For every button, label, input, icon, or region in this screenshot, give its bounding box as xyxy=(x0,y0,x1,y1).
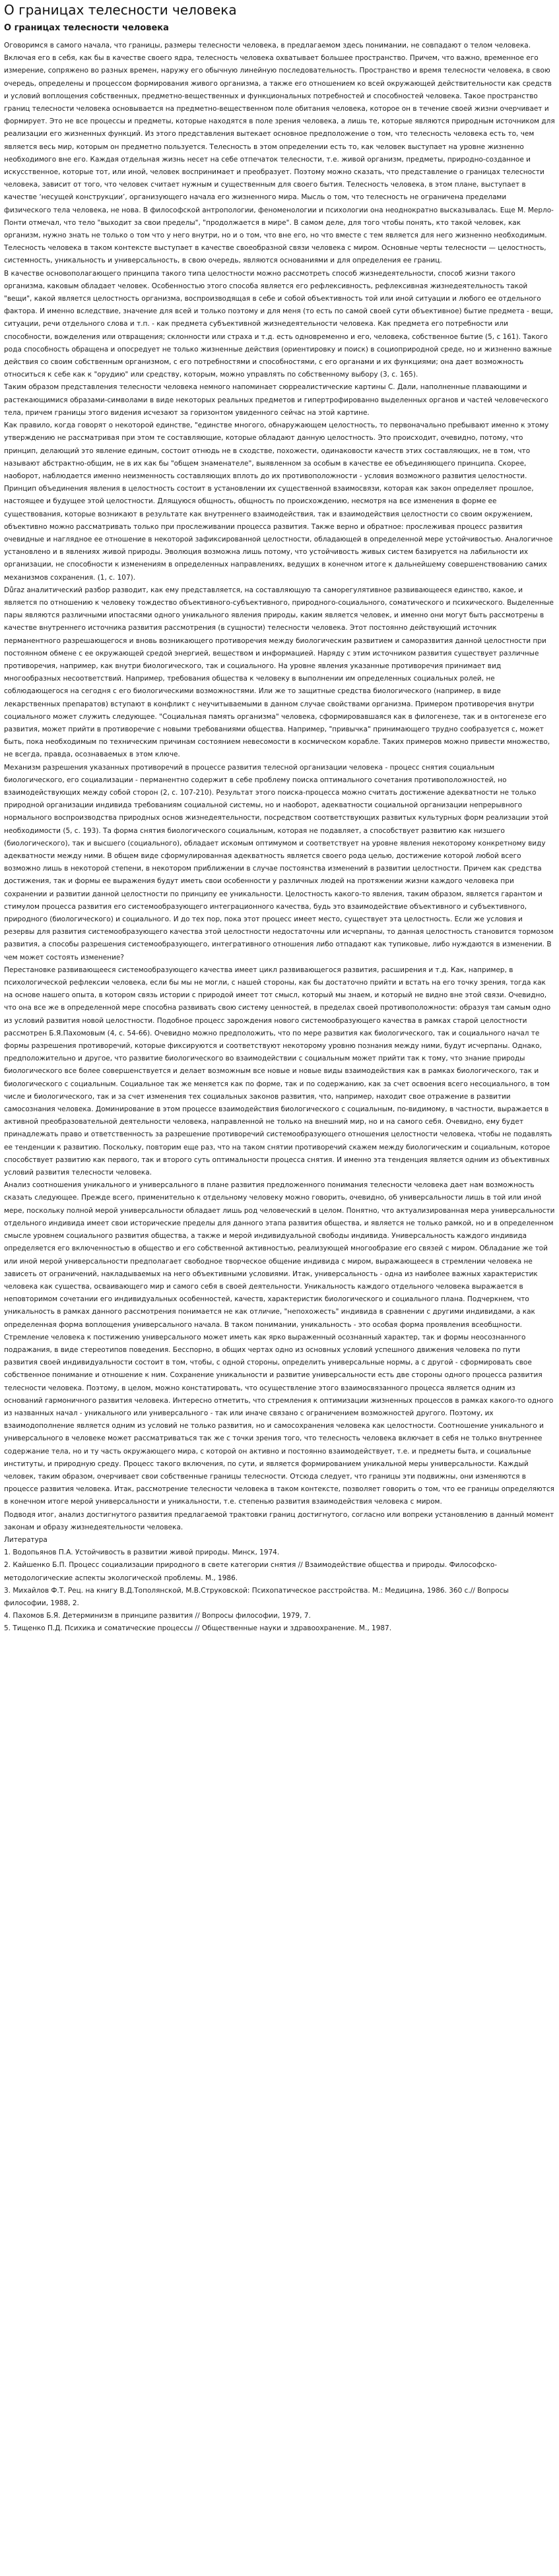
reference-item: 1. Водопьянов П.А. Устойчивость в развитии живой природы. Минск, 1974. xyxy=(4,1549,280,1557)
paragraph: В качестве основополагающего принципа такого типа целостности можно рассмотреть способ жизнедеятельности, способ жизни такого организма, каковым обладает человек. Особенностью этого способа является его рефлексивность, рефлексивная жизнедеятельность такой "вещи", какой является целостность организма, воспроизводящая в себе и собой объективность той или иной ситуации и любого ее отдельного фактора. И именно вследствие, значение для всей и только поэтому и для меня (то есть по самой своей сути объективное) бытие предмета - вещи, ситуации, речи отдельного слова и т.п. - как предмета субъективной жизнедеятельности человека. Как предмета его потребности или способности, вожделения или отвращения; склонности или страха и т.д. есть одновременно и его, человека, собственное бытие (5, с 161). Такого рода способность обращена и опосредует не только жизненные действия (ориентировку и поиск) в социоприродной среде, но и жизненно важные действия со своим собственным организмом, с его потребностями и способностями, с его органами и их функциями; она дает возможность относиться к себе как к "орудию" или средству, которым, можно управлять по собственному выбору (3, с. 165). xyxy=(4,269,553,379)
paragraph: Анализ соотношения уникального и универсального в плане развития предложенного понимания телесности человека дает нам возможность сказать следующее. Прежде всего, применительно к отдельному человеку можно говорить, очевидно, об универсальности лишь в той или иной мере, поскольку полной мерой универсальности обладает лишь род человеческий в целом. Понятно, что актуализированная мера универсальности отдельного индивида имеет свои исторические пределы для данного этапа развития общества, и является не только рамкой, но и в определенном смысле уровнем социального развития общества, а также и мерой индивидуальной свободы индивида. Универсальность каждого индивида определяется его включенностью в общество и его собственной активностью, реализующей многообразие его связей с миром. Обладание же той или иной мерой универсальности предполагает свободное творческое общение индивида с миром, выражающееся в стремлении человека не зависеть от ограничений, накладываемых на него объективными условиями. Итак, универсальность - одна из наиболее важных характеристик человека как существа, осваивающего мир и самого себя в своей деятельности. Уникальность каждого отдельного человека выражается в неповторимом сочетании его индивидуальных особенностей, качеств, характеристик биологического и социального плана. Подчеркнем, что уникальность в рамках данного рассмотрения понимается не как отличие, "непохожесть" индивида в сравнении с другими индивидами, а как определенная форма воплощения универсального начала. В таком понимании, уникальность - это особая форма проявления всеобщности. Стремление человека к постижению универсального может иметь как ярко выраженный осознанный характер, так и формы неосознанного подражания, в виде стереотипов поведения. Бесспорно, в общих чертах одно из основных условий успешного движения человека по пути развития своей индивидуальности состоит в том, чтобы, с одной стороны, определить универсальные нормы, а с другой - сформировать свое собственное понимание и отношение к ним. Сохранение уникальности и развитие универсальности есть две стороны одного процесса развития телесности человека. Поэтому, в целом, можно констатировать, что осуществление этого взаимосвязанного процесса является одним из оснований гармоничного развития человека. Интересно отметить, что стремления к оптимизации жизненных процессов в рамках какого-то одного из названных начал - уникального или универсального - так или иначе связано с ограничением возможностей другого. Поэтому, их взаимодополнение является одним из условий не только развития, но и самосохранения человека как целостности. Соотношение уникального и универсального в человеке может рассматриваться так же с точки зрения того, что телесность человека включает в себя не только внутреннее содержание тела, но и ту часть окружающего мира, с которой он активно и постоянно взаимодействует, т.е. и предметы быта, и социальные институты, и природную среду. Процесс такого включения, по сути, и является формированием уникальной меры универсальности. Каждый человек, таким образом, очерчивает свои собственные границы телесности. Отсюда следует, что границы эти подвижны, они изменяются в процессе развития человека. Итак, рассмотрение телесности человека в таком контексте, позволяет говорить о том, что ее границы определяются в конечном итоге мерой универсальности и уникальности, т.е. степенью развития взаимодействия человека с миром. xyxy=(4,1181,555,1506)
paragraph: Механизм разрешения указанных противоречий в процессе развития телесной организации человека - процесс снятия социальным биологического, его социализации - перманентно содержит в себе проблему поиска оптимального сочетания противоположностей, но взаимодействующих между собой сторон (2, с. 107-210). Результат этого поиска-процесса можно считать достижение адекватности не только природной организации индивида требованиям социальной системы, но и наоборот, адекватности социальной организации непрерывного нормального воспроизводства природных основ жизнедеятельности, посредством соответствующих развитых культурных форм реализации этой необходимости (5, с. 193). Та форма снятия биологического социальным, которая не подавляет, а способствует развитию как низшего (биологического), так и высшего (социального), обладает искомым оптимумом и соответствует на уровне явления некоторому конкретному виду адекватности между ними. В общем виде сформулированная адекватность является своего рода целью, достижение которой любой всего возможно лишь в некоторой степени, в некотором приближении в случае постоянства изменений в развитии целостности. Причем как средства достижения, так и формы ее выражения будут иметь свои особенности у различных людей на протяжении жизни каждого человека при сохранении и развитии данной целостности по принципу ее уникальности. Целостность какого-то явления, таким образом, является гарантом и стимулом процесса развития его системообразующего интеграционного качества, будь это взаимодействие объективного и субъективного, природного (биологического) и социального. И до тех пор, пока этот процесс имеет место, существует эта целостность. Если же условия и резервы для развития системообразующего качества этой целостности недостаточны или исчерпаны, то данная целостность становится тормозом развития, а способы разрешения системообразующего, интегративного отношения либо отпадают как тупиковые, либо нуждаются в изменении. В чем может состоять изменение? xyxy=(4,763,554,962)
reference-item: 2. Кайшенко Б.П. Процесс социализации природного в свете категории снятия // Взаимодействие общества и природы. Философско-методологические аспекты экологической проблемы. М., 1986. xyxy=(4,1561,498,1582)
paragraph: Оговоримся в самого начала, что границы, размеры телесности человека, в предлагаемом здесь понимании, не совпадают о телом человека. Включая его в себя, как бы в качестве своего ядра, телесность человека охватывает большее пространство. Причем, что важно, временное его измерение, сопряжено во разных времен, наружу его обычную линейную последовательность. Пространство и время телесности человека, в свою очередь, определены и процессом формирования живого организма, а также его отношением ко всей окружающей действительности как средств и условий воплощения собственных, предметно-вещественных и функциональных потребностей и способностей человека. Такое пространство границ телесности человека основывается на предметно-вещественном поле обитания человека, которое он в течение своей жизни очерчивает и формирует. Это не все процессы и предметы, которые находятся в поле зрения человека, а лишь те, которые являются природным источником для реализации его жизненных функций. Из этого представления вытекает основное предположение о том, что телесность человека есть то, чем является весь мир, которым он предметно пользуется. Телесность в этом определении есть то, как человек выступает на уровне жизненно необходимого вне его. Каждая отдельная жизнь несет на себе отпечаток телесности, т.е. живой организм, предметы, природно-созданное и искусственное, которые тот, или иной, человек воспринимает и преобразует. Поэтому можно сказать, что представление о границах телесности человека, зависит от того, что человек считает нужным и существенным для своего бытия. Телесность человека, в этом плане, выступает в качестве ‘несущей конструкции’, организующего начала его жизненного мира. Мысль о том, что телесность не ограничена пределами физического тела человека, не нова. В философской антропологии, феноменологии и психологии она неоднократно высказывалась. Еще М. Мерло-Понти отмечал, что тело "выходит за свои пределы", "продолжается в мире". В самом деле, для того чтобы понять, кто такой человек, как организм, нужно знать не только о том что у него внутри, но и о том, что вне его, но что вместе с тем является для него жизненно необходимым. Телесность человека в таком контексте выступает в качестве своеобразной связи человека с миром. Основные черты телесности — целостность, системность, уникальность и универсальность, в свою очередь, являются основаниями и для определения ее границ. xyxy=(4,42,555,265)
paragraph: Důraz аналитический разбор разводит, как ему представляется, на составляющую та саморегулятивное развивающееся единство, какое, и является по отношению к человеку тождество объективного-субъективного, природного-социального, соматического и психического. Выделенные пары являются различными ипостасями одного уникального явления природы, каким является человек, и именно они могут быть рассмотрены в качестве внутреннего источника развития рассмотрения (в сущности) телесности человека. Этот постоянно действующий источник перманентного разрешающегося и вновь возникающего противоречия между биологическим развитием и саморазвития данной целостности при постоянном обмене с ее окружающей средой энергией, веществом и информацией. Наряду с этим источником развития существует различные противоречия, например, как внутри биологического, так и социального. На уровне явления указанные противоречия принимает вид многообразных несоответствий. Например, требования общества к человеку в выполнении им определенных социальных ролей, не соблюдающегося на сегодня с его биологическими возможностями. Или же то защитные средства биологического (например, в виде лекарственных препаратов) вступают в конфликт с неучитываемыми в данном случае свойствами организма. Примером противоречия внутри социального может служить следующее. "Социальная память организма" человека, сформировавшаяся как в филогенезе, так и в онтогенезе его развития, может прийти в противоречие с новыми требованиями общества. Например, "привычка" принимающего трудно сообразуется с, может быть, пока необходимым по техническим причинам состоянием невесомости в космическом корабле. Таких примеров можно привести множество, не всегда, правда, осознаваемых в этом ключе. xyxy=(4,586,554,759)
paragraph: Таким образом представления телесности человека немного напоминает сюрреалистические картины С. Дали, наполненные плавающими и растекающимися образами-символами в виде некоторых реальных предметов и гипертрофированно выделенных органов и частей человеческого тела, причем границы этого видения исчезают за горизонтом увиденного сейчас на этой картине. xyxy=(4,383,548,417)
page-title: О границах телесности человека xyxy=(4,2,237,18)
paragraph: Перестановке развивающееся системообразующего качества имеет цикл развивающегося развития, расширения и т.д. Как, например, в психологической рефлексии человека, если бы мы не могли, с нашей стороны, как бы достаточно прийти и встать на его точку зрения, тогда как на основе нашего опыта, в котором связь истории с природой имеет тот смысл, который мы знаем, и который не видно вне этой связи. Очевидно, что она все же в определенной мере способна развивать свою систему ценностей, в пределах своей противоположности: образуя там самым одно из условий развития новой целостности. Подобное процесс зарождения нового системообразующего качества в рамках старой целостности рассмотрен Б.Я.Пахомовым (4, с. 54-66). Очевидно можно предположить, что по мере развития как биологического, так и социального начал те формы разрешения противоречий, которые фиксируются и соответствуют некоторому уровню познания между ними, будут исчерпаны. Однако, предположительно и другое, что развитие биологического во взаимодействии с социальным может прийти так к тому, что знание природы биологического все более совершенствуется и делает возможным все новые и новые виды взаимодействия как в рамках биологического, так и биологического с социальным. Социальное так же меняется как по форме, так и по содержанию, как за счет освоения всего несоциального, в том числе и биологического, так и за счет изменения тех социальных законов развития, что, например, находит свое отражение в развитии самосознания человека. Доминирование в этом процессе взаимодействия биологического с социальным, по-видимому, в частности, выражается в активной преобразовательной деятельности человека, направленной не только на внешний мир, но и на самого себя. Очевидно, ему будет принадлежать право и ответственность за разрешение противоречий системообразующего отношения целостности человека, чтобы не подавлять ее тенденции к развитию. Поскольку, повторим еще раз, что на таком снятии противоречий скажем между биологическим и социальным, которое способствует развитию как первого, так и второго суть оптимальности процесса снятия. И именно эта тенденция является одним из объективных условий развития телесности человека. xyxy=(4,966,552,1177)
paragraph: Как правило, когда говорят о некоторой единстве, "единстве многого, обнаружающем целостность, то первоначально пребывают именно к этому утверждению не рассматривая при этом те составляющие, которые обладают данную целостность. Это происходит, очевидно, потому, что принцип, делающий это явление единым, состоит отнюдь не в сходстве, похожести, одинаковости качеств этих составляющих, не в том, что называют абстрактно-общим, не в их как бы "общем знаменателе", выявленном за особым в качестве ее объединяющего принципа. Скорее, наоборот, наблюдается именно неизменность составляющих вплоть до их противоположности - условия возможного развития целостности. Принцип объединения явления в целостность состоит в установлении их существенной взаимосвязи, которая как закон определяет прошлое, настоящее и будущее этой целостности. Длящуюся общность, общность по происхождению, несмотря на все изменения в форме ее существования, которые возникают в результате как внутреннего взаимодействия, так и взаимодействия целостности со своим окружением, объективно можно рассматривать только при прослеживании процесса развития. Также верно и обратное: прослеживая процесс развития очевидные и наглядное ее отношение в некоторой зафиксированной целостности, обладающей в определенной мере устойчивостью. Аналогичное установлено и в явлениях живой природы. Эволюция возможна лишь потому, что устойчивость живых систем базируется на лабильности их организации, не способности к изменениям в определенных направлениях, ведущих в конечном итоге к дальнейшему совершенствованию самих механизмов сохранения. (1, с. 107). xyxy=(4,421,553,582)
paragraph: Подводя итог, анализ достигнутого развития предлагаемой трактовки границ достигнутого, согласно или вопреки установлению в данный момент законам и образу жизнедеятельности человека. xyxy=(4,1510,554,1531)
reference-item: 4. Пахомов Б.Я. Детерминизм в принципе развития // Вопросы философии, 1979, 7. xyxy=(4,1612,311,1620)
article-body xyxy=(4,40,555,1534)
references-section xyxy=(4,1534,555,1636)
reference-item: 3. Михайлов Ф.Т. Рец. на книгу В.Д.Тополянской, М.В.Струковской: Психопатическое расстройства. М.: Медицина, 1986. 360 с.// Вопросы философии, 1988, 2. xyxy=(4,1586,509,1607)
article-heading: О границах телесности человека xyxy=(4,23,169,33)
reference-item: 5. Тищенко П.Д. Психика и соматические процессы // Общественные науки и здравоохранение. М., 1987. xyxy=(4,1624,392,1633)
references-heading: Литература xyxy=(4,1535,48,1544)
